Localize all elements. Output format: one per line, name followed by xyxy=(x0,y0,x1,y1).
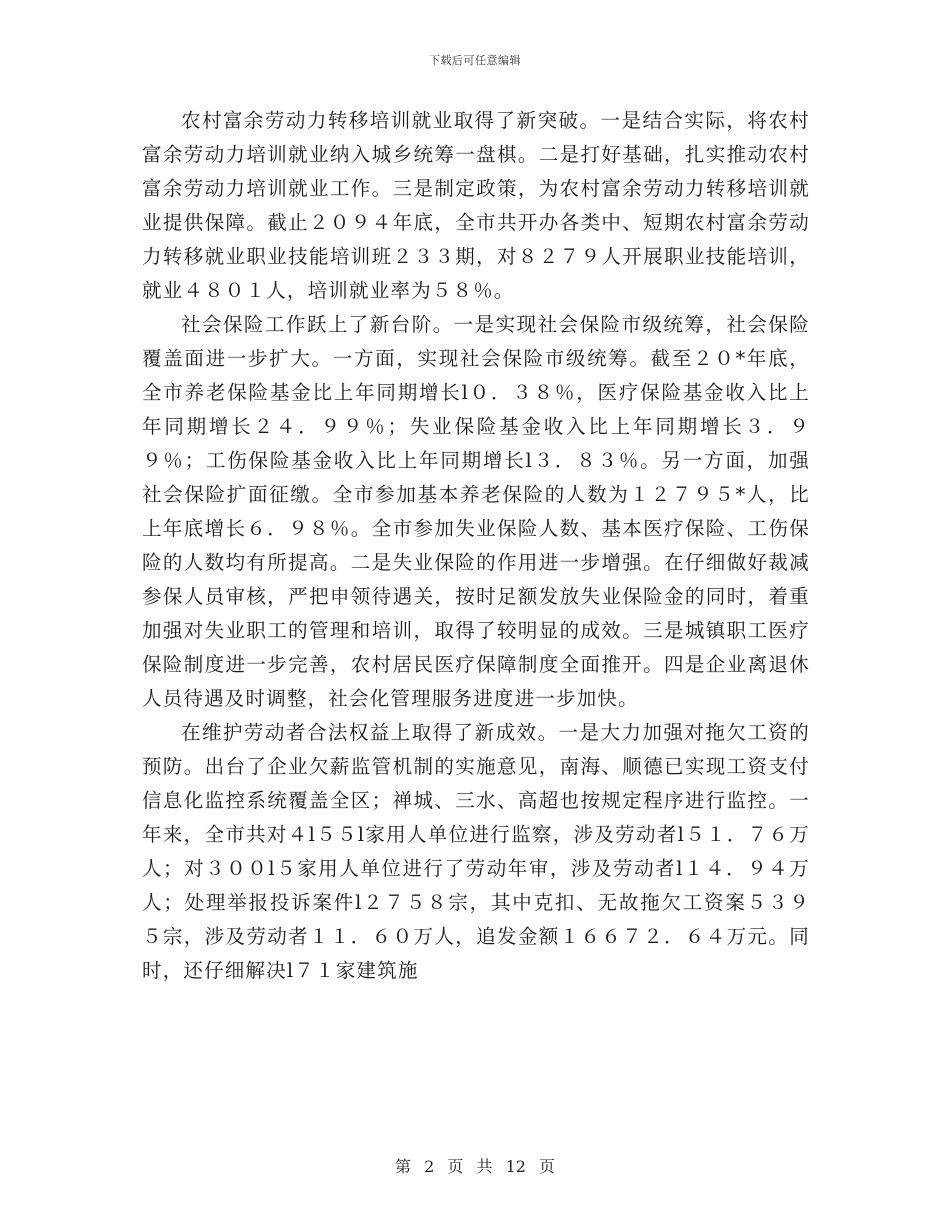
footer-mid1: 页 xyxy=(447,1157,464,1176)
paragraph-social-insurance: 社会保险工作跃上了新台阶。一是实现社会保险市级统筹，社会保险覆盖面进一步扩大。一方面，实现社会保险市级统筹。截至２０*年底，全市养老保险基金比上年同期增长l０．３８％，医疗保险基金收入比上年同期增长２４．９９％；失业保险基金收入比上年同期增长３．９９％；工伤保险基金收入比上年同期增长l３．８３％。另一方面，加强社会保险扩面征缴。全市参加基本养老保险的人数为１２７９５*人，比上年底增长６．９８％。全市参加失业保险人数、基本医疗保险、工伤保险的人数均有所提高。二是失业保险的作用进一步增强。在仔细做好裁减参保人员审核，严把申领待遇关，按时足额发放失业保险金的同时，着重加强对失业职工的管理和培训，取得了较明显的成效。三是城镇职工医疗保险制度进一步完善，农村居民医疗保障制度全面推开。四是企业离退休人员待遇及时调整，社会化管理服务进度进一步加快。 xyxy=(142,313,810,710)
footer-suffix: 页 xyxy=(539,1157,556,1176)
page-header: 下载后可任意编辑 xyxy=(429,54,521,67)
document-body xyxy=(142,104,810,988)
page-footer xyxy=(0,1154,950,1177)
footer-current-page: 2 xyxy=(424,1157,435,1176)
footer-prefix: 第 xyxy=(394,1157,411,1176)
paragraph-worker-rights: 在维护劳动者合法权益上取得了新成效。一是大力加强对拖欠工资的预防。出台了企业欠薪监管机制的实施意见，南海、顺德已实现工资支付信息化监控系统覆盖全区；禅城、三水、高超也按规定程序进行监控。一年来，全市共对４l５５l家用人单位进行监察，涉及劳动者l５１．７６万人；对３００l５家用人单位进行了劳动年审，涉及劳动者l１４．９４万人；处理举报投诉案件l２７５８宗，其中克扣、无故拖欠工资案５３９５宗，涉及劳动者１１．６０万人，追发金额１６６７２．６４万元。同时，还仔细解决l７１家建筑施 xyxy=(142,721,810,982)
footer-total-pages: 12 xyxy=(505,1157,526,1176)
paragraph-rural-labor-training: 农村富余劳动力转移培训就业取得了新突破。一是结合实际，将农村富余劳动力培训就业纳入城乡统筹一盘棋。二是打好基础，扎实推动农村富余劳动力培训就业工作。三是制定政策，为农村富余劳动力转移培训就业提供保障。截止２０９４年底，全市共开办各类中、短期农村富余劳动力转移就业职业技能培训班２３３期，对８２７９人开展职业技能培训，就业４８０１人，培训就业率为５８％。 xyxy=(142,109,810,302)
footer-mid2: 共 xyxy=(476,1157,493,1176)
